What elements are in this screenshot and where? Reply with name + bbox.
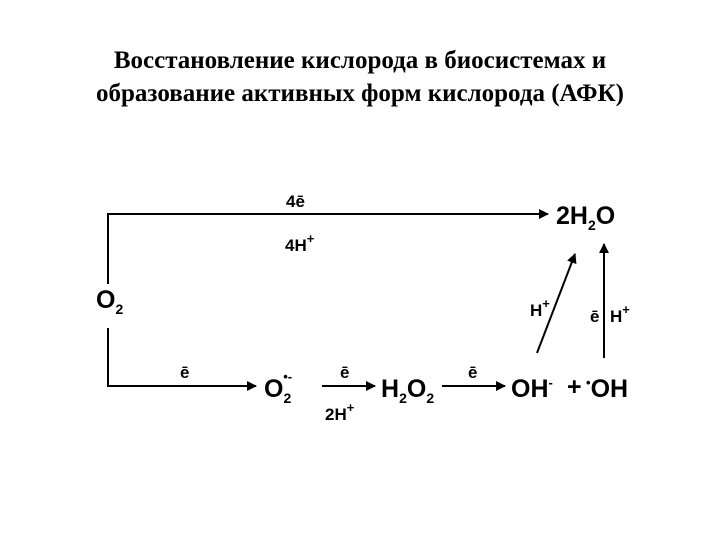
top-path-line	[108, 214, 548, 284]
hydroxyl-radical-label: •OH	[586, 375, 629, 403]
title-line-1: Восстановление кислорода в биосистемах и	[113, 47, 607, 74]
step3-electron: ē	[468, 363, 478, 382]
radical-reduction-proton: H+	[610, 302, 630, 326]
radical-reduction-electron: ē	[590, 307, 600, 326]
step1-electron: ē	[180, 363, 190, 382]
plus-sign: +	[567, 373, 582, 401]
water-label: $2H_2O$	[556, 202, 616, 233]
superoxide-label: $O_2•-$	[264, 369, 293, 406]
hydroxide-label: OH-	[511, 375, 553, 403]
hydrogen-peroxide-label: $H_2O_2$	[381, 375, 435, 406]
hydroxide-protonation-label: H+	[530, 296, 550, 320]
top-arrow-electrons: 4ē	[286, 192, 305, 211]
top-arrow-protons: 4H+	[285, 231, 315, 255]
step2-protons: 2H+	[325, 400, 355, 424]
o2-label: $O_2$	[96, 286, 124, 317]
title-line-2: образование активных форм кислорода (АФК)	[96, 80, 624, 107]
step2-electron: ē	[340, 363, 350, 382]
